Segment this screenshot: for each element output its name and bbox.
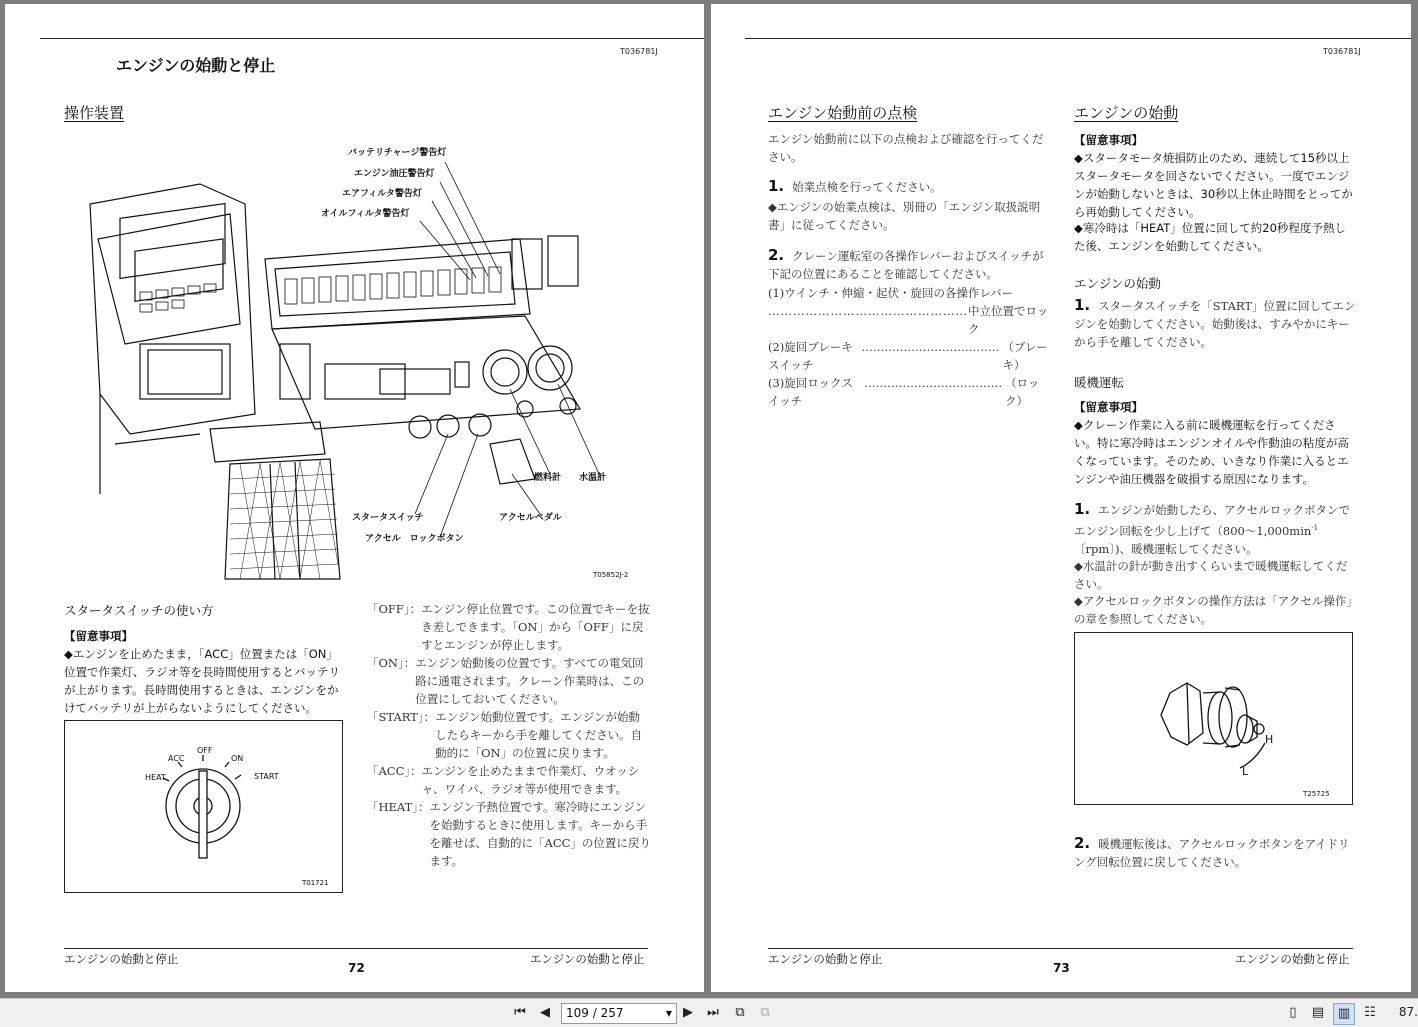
footer-rule: [768, 948, 1353, 949]
footer-right: エンジンの始動と停止: [530, 952, 645, 966]
step-number: 2.: [768, 246, 785, 264]
step-number: 2.: [1074, 834, 1091, 852]
warmup-note1: ◆水温計の針が動き出すくらいまで暖機運転してください。: [1074, 559, 1348, 591]
page-72: [5, 4, 704, 992]
next-page-icon[interactable]: ▶: [683, 1005, 693, 1020]
warmup-step1: [1074, 500, 1356, 558]
start-caution-title: 【留意事項】: [1074, 133, 1143, 147]
start-title: エンジンの始動: [1074, 104, 1179, 122]
accel-lock-figure: [1074, 632, 1353, 805]
warmup-caution-title: 【留意事項】: [1074, 400, 1143, 414]
step2-text: クレーン運転室の各操作レバーおよびスイッチが下記の位置にあることを確認してください。: [768, 249, 1044, 281]
switch-position-heat: [367, 798, 651, 870]
pre-check-title: エンジン始動前の点検: [768, 104, 918, 122]
caution-title: 【留意事項】: [64, 629, 133, 643]
check-item-label: (3)旋回ロックスイッチ: [768, 376, 853, 408]
switch-position-key: 「START」：: [367, 710, 436, 724]
starter-switch-title: スタータスイッチの使い方: [64, 603, 214, 618]
check-item-value: 中立位置でロック: [968, 304, 1049, 336]
footer-rule: [64, 948, 648, 949]
callout-air-filter-warning: エアフィルタ警告灯: [342, 189, 422, 199]
switch-position-text: エンジン停止位置です。この位置でキーを抜き差しできます。「ON」から「OFF」に戻すとエンジンが停止します。: [421, 602, 650, 652]
footer-right: エンジンの始動と停止: [1235, 952, 1350, 966]
page-73: [711, 4, 1411, 992]
figure1-id: T05852J-2: [593, 571, 629, 579]
check-item-value: （ブレーキ）: [1002, 340, 1048, 372]
warmup-title: 暖機運転: [1074, 375, 1125, 390]
warmup-note2: ◆アクセルロックボタンの操作方法は「アクセル操作」の章を参照してください。: [1074, 594, 1353, 626]
switch-positions: [367, 600, 651, 870]
accel-lock-drawing: [1075, 633, 1352, 804]
page-number: 72: [348, 961, 365, 975]
step2: [768, 246, 1050, 283]
first-page-icon[interactable]: ⏮: [514, 1005, 526, 1020]
callout-water-temp-gauge: 水温計: [579, 473, 607, 483]
switch-position-text: エンジン始動位置です。エンジンが始動したらキーから手を離してください。自動的に「ON」の位置に戻ります。: [435, 710, 643, 760]
switch-position-key: 「ON」：: [367, 656, 416, 670]
zoom-level[interactable]: 87.: [1398, 1005, 1418, 1019]
check-item-label: (2)旋回ブレーキスイッチ: [768, 340, 853, 372]
check-item-3: (3)旋回ロックスイッチ ……………………………… （ロック）: [768, 374, 1050, 410]
pre-check-intro: エンジン始動前に以下の点検および確認を行ってください。: [768, 132, 1044, 164]
label-low: L: [1242, 765, 1249, 778]
switch-position-key: 「OFF」：: [367, 602, 422, 616]
switch-position-key: 「ACC」：: [367, 764, 422, 778]
page-indicator: 109 / 257: [566, 1006, 624, 1020]
header-rule: [745, 38, 1411, 39]
callout-battery-warning: バッテリチャージ警告灯: [348, 148, 447, 158]
label-start: START: [254, 772, 279, 781]
label-acc: ACC: [168, 754, 185, 763]
single-page-view-icon[interactable]: ▯: [1289, 1005, 1297, 1020]
section-title: 操作装置: [64, 104, 125, 122]
switch-position-start: [367, 708, 651, 762]
start-caution-1: ◆スタータモータ焼損防止のため、連続して15秒以上スタータモータを回さないでください。一度でエンジンが始動しないときは、30秒以上休止時間をとってから再始動してください。: [1074, 151, 1353, 219]
step-number: 1.: [768, 177, 785, 195]
warmup-step2: [1074, 834, 1356, 871]
superscript: -1: [1311, 524, 1319, 532]
callout-accel-pedal: アクセルペダル: [499, 513, 562, 523]
last-page-icon[interactable]: ⏭: [707, 1005, 719, 1020]
rotate-icon[interactable]: ⧉: [760, 1005, 770, 1020]
step1-note: ◆エンジンの始業点検は、別冊の「エンジン取扱説明書」に従ってください。: [768, 200, 1041, 232]
warmup-caution: ◆クレーン作業に入る前に暖機運転を行ってください。特に寒冷時はエンジンオイルや作動油の粘度が高くなっています。そのため、いきなり作業に入るとエンジンや油圧機器を破損する原因になります。: [1074, 418, 1349, 486]
switch-position-off: [367, 600, 651, 654]
chevron-down-icon: ▼: [665, 1009, 672, 1018]
check-item-2: (2)旋回ブレーキスイッチ ……………………………… （ブレーキ）: [768, 338, 1050, 374]
warmup-step2-text: 暖機運転後は、アクセルロックボタンをアイドリング回転位置に戻してください。: [1074, 837, 1350, 869]
chapter-title: エンジンの始動と停止: [116, 56, 276, 75]
caution-text: ◆エンジンを止めたまま，「ACC」位置または「ON」位置で作業灯、ラジオ等を長時間使用するとバッテリが上がります。長時間使用するときは、エンジンをかけてバッテリが上がらないようにしてください。: [64, 647, 340, 715]
switch-position-text: エンジンを止めたままで作業灯、ウオッシャ、ワイパ、ラジオ等が使用できます。: [421, 764, 640, 796]
callout-accel-lock-button: アクセル ロックボタン: [365, 534, 464, 544]
switch-position-text: エンジン予熱位置です。寒冷時にエンジンを始動するときに使用します。キーから手を離せば、自動的に「ACC」の位置に戻ります。: [429, 800, 651, 868]
start-caution-2: ◆寒冷時は「HEAT」位置に回して約20秒程度予熱した後、エンジンを始動してください。: [1074, 221, 1346, 253]
fit-page-icon[interactable]: ⧉: [735, 1005, 745, 1020]
start-step1: [1074, 296, 1356, 351]
check-item-value: （ロック）: [1005, 376, 1040, 408]
two-page-view-icon[interactable]: ▥: [1333, 1003, 1355, 1025]
warmup-step1-text: エンジンが始動したら、アクセルロックボタンでエンジン回転を少し上げて（800～1,000min: [1074, 503, 1350, 538]
doc-id: T036781J: [1323, 47, 1361, 56]
label-off: OFF: [197, 746, 213, 755]
switch-position-on: [367, 654, 651, 708]
footer-left: エンジンの始動と停止: [64, 952, 179, 966]
two-page-continuous-view-icon[interactable]: ☷: [1364, 1005, 1376, 1020]
viewer-toolbar: [0, 998, 1418, 1027]
callout-starter-switch: スタータスイッチ: [352, 513, 424, 523]
figure2-id: T01721: [302, 879, 329, 887]
step-number: 1.: [1074, 296, 1091, 314]
switch-position-text: エンジン始動後の位置です。すべての電気回路に通電されます。クレーン作業時は、この位置にしておいてください。: [415, 656, 645, 706]
prev-page-icon[interactable]: ◀: [540, 1005, 550, 1020]
key-switch-figure: [64, 720, 343, 893]
doc-id: T036781J: [620, 47, 658, 56]
callout-oil-filter-warning: オイルフィルタ警告灯: [321, 209, 410, 219]
step1-text: 始業点検を行ってください。: [792, 180, 942, 194]
header-rule: [40, 38, 704, 39]
switch-position-acc: [367, 762, 651, 798]
callout-oil-pressure-warning: エンジン油圧警告灯: [354, 169, 435, 179]
label-heat: HEAT: [145, 773, 166, 782]
step1: [768, 177, 1050, 196]
page-number: 73: [1053, 961, 1070, 975]
warmup-step1-text-b: 〔rpm〕)、暖機運転してください。: [1074, 541, 1258, 556]
continuous-view-icon[interactable]: ▤: [1311, 1005, 1325, 1020]
start-step1-text: スタータスイッチを「START」位置に回してエンジンを始動してください。始動後は、すみやかにキーから手を離してください。: [1074, 299, 1356, 349]
callout-fuel-gauge: 燃料計: [534, 473, 562, 483]
start-sub-title: エンジンの始動: [1074, 276, 1161, 291]
check-item-1: (1)ウインチ・伸縮・起伏・旋回の各操作レバー ………………………………………… 中立位置でロック: [768, 286, 1049, 336]
label-high: H: [1265, 733, 1274, 746]
step-number: 1.: [1074, 500, 1091, 518]
page-select[interactable]: [561, 1003, 677, 1024]
footer-left: エンジンの始動と停止: [768, 952, 883, 966]
switch-position-key: 「HEAT」：: [367, 800, 430, 814]
label-on: ON: [231, 754, 244, 763]
check-item-label: (1)ウインチ・伸縮・起伏・旋回の各操作レバー: [768, 286, 1014, 300]
figure3-id: T25725: [1303, 790, 1330, 798]
check-items: [768, 284, 1050, 410]
